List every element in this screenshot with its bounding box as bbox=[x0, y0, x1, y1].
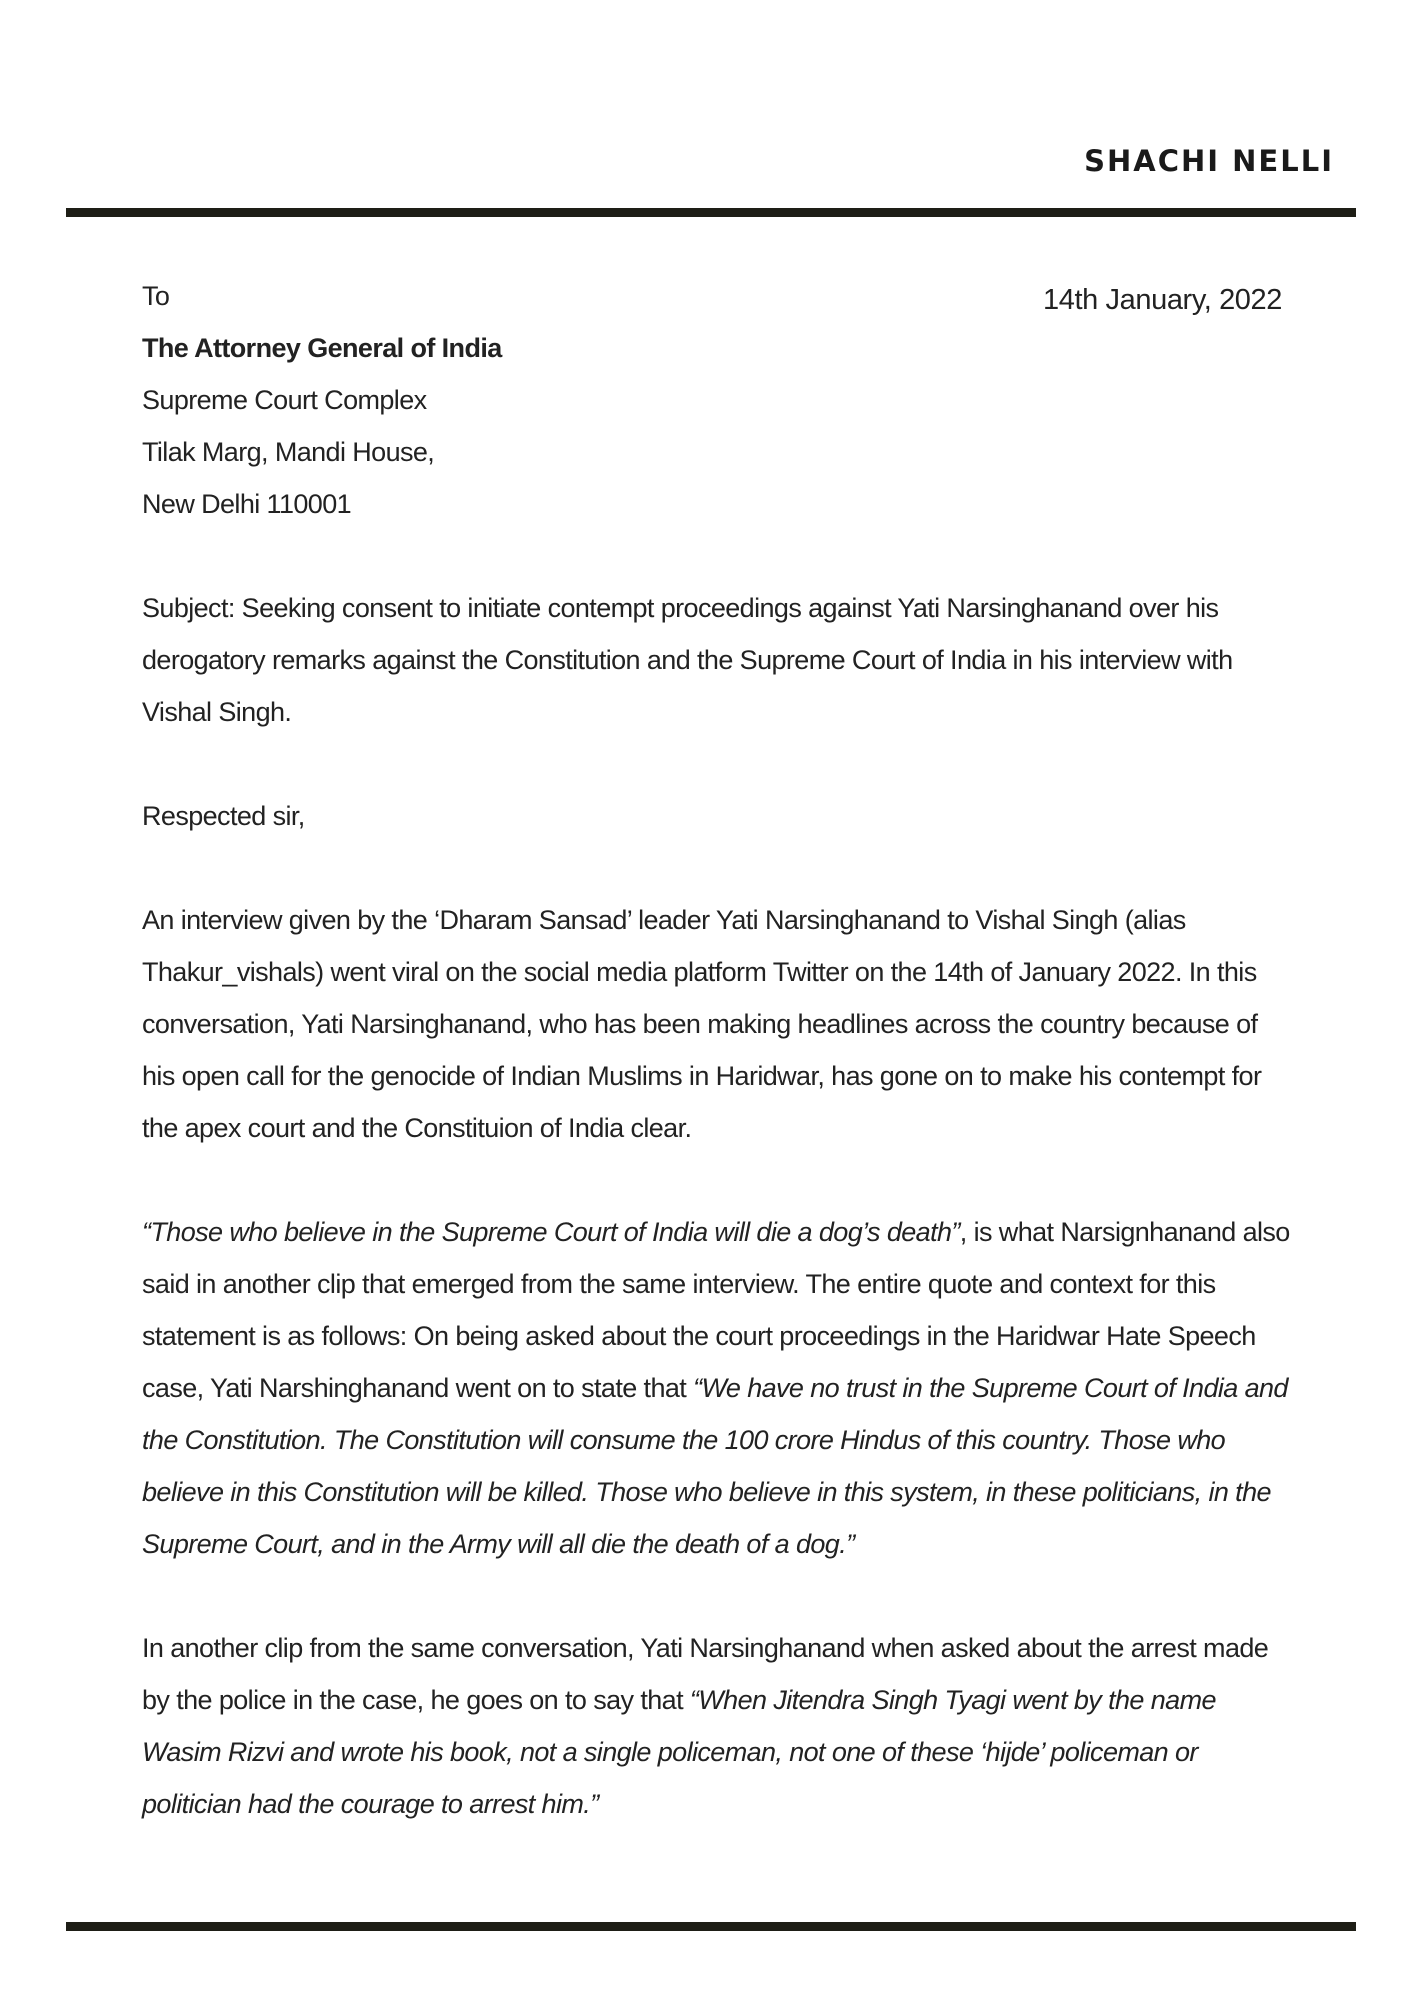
to-label: To bbox=[142, 281, 170, 311]
recipient-title: The Attorney General of India bbox=[142, 333, 502, 363]
quote-arrest: “When Jitendra Singh Tyagi went by the name Wasim Rizvi and wrote his book, not a single policeman, not one of these ‘hijde’ policeman or politician had the courage to arrest him.” bbox=[142, 1685, 1216, 1819]
paragraph-quote-text: , is what Narsignhanand also said in another clip that emerged from the same interview. The entire quote and context for this statement is as follows: On being asked about the court proceedings in the Haridwar Hate Speech case, Yati Narshinghanand went on to state that bbox=[142, 1217, 1290, 1403]
address-line: Tilak Marg, Mandi House, bbox=[142, 437, 435, 467]
paragraph-arrest-text: In another clip from the same conversation, Yati Narsinghanand when asked about the arrest made by the police in the case, he goes on to say that bbox=[142, 1633, 1269, 1715]
top-divider bbox=[66, 208, 1356, 217]
paragraph-arrest bbox=[142, 1622, 1292, 1830]
paragraph-quote bbox=[142, 1206, 1292, 1570]
salutation: Respected sir, bbox=[142, 801, 305, 831]
quote-dog-death: “Those who believe in the Supreme Court of India will die a dog’s death” bbox=[142, 1217, 960, 1247]
address-line: Supreme Court Complex bbox=[142, 385, 427, 415]
letter-date: 14th January, 2022 bbox=[1043, 284, 1282, 316]
quote-constitution: “We have no trust in the Supreme Court of India and the Constitution. The Constitution will consume the 100 crore Hindus of this country. Those who believe in this Constitution will be killed. Those who believe in this system, in these politicians, in the Supreme Court, and in the Army will all die the death of a dog.” bbox=[142, 1373, 1288, 1559]
address-line: New Delhi 110001 bbox=[142, 489, 352, 519]
bottom-divider bbox=[66, 1922, 1356, 1931]
author-name: SHACHI NELLI bbox=[1084, 144, 1334, 178]
letter-body bbox=[142, 270, 1292, 1830]
paragraph-interview: An interview given by the ‘Dharam Sansad’ leader Yati Narsinghanand to Vishal Singh (alias Thakur_vishals) went viral on the social media platform Twitter on the 14th of January 2022. In this conversation, Yati Narsinghanand, who has been making headlines across the country because of his open call for the genocide of Indian Muslims in Haridwar, has gone on to make his contempt for the apex court and the Constituion of India clear. bbox=[142, 905, 1262, 1143]
subject-line: Subject: Seeking consent to initiate contempt proceedings against Yati Narsinghanand over his derogatory remarks against the Constitution and the Supreme Court of India in his interview with Vishal Singh. bbox=[142, 593, 1233, 727]
